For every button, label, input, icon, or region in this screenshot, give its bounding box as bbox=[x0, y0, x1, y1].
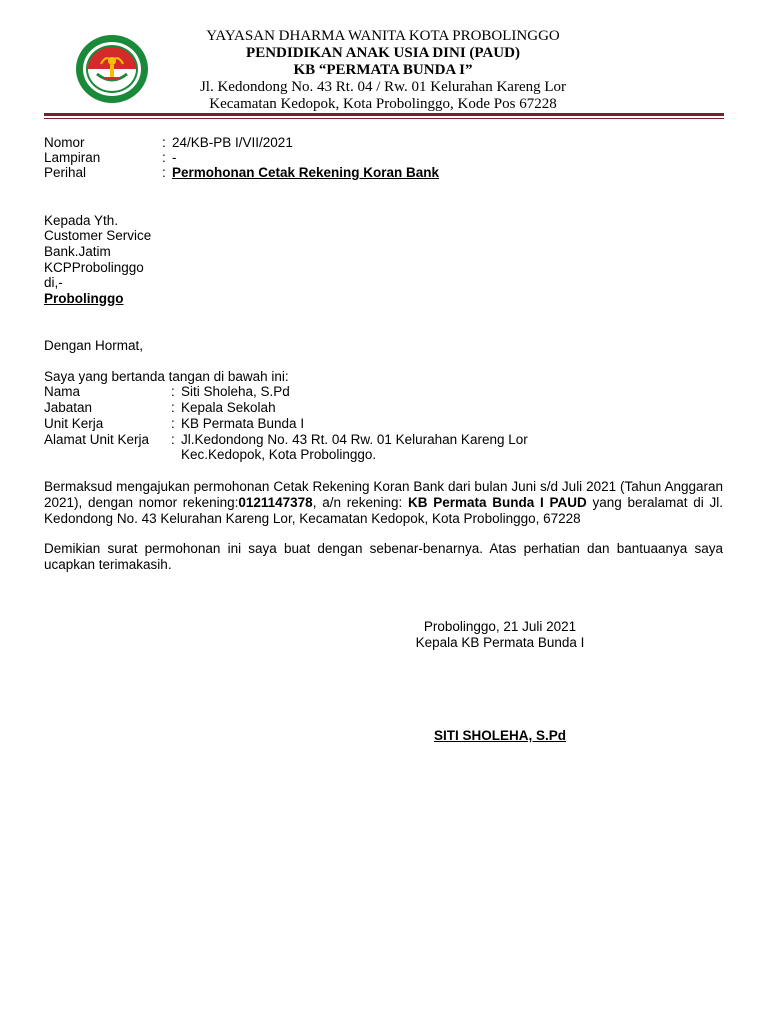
recipient-line-1: Kepada Yth. bbox=[44, 213, 119, 228]
closing-paragraph: Demikian surat permohonan ini saya buat dengan sebenar-benarnya. Atas perhatian dan bantuaanya saya ucapkan terimakasih. bbox=[44, 541, 723, 572]
alamat-value-1: Jl.Kedondong No. 43 Rt. 04 Rw. 01 Kelurahan Kareng Lor bbox=[181, 432, 528, 447]
nomor-colon: : bbox=[162, 135, 166, 150]
account-name: KB Permata Bunda I PAUD bbox=[407, 495, 587, 510]
nama-colon: : bbox=[171, 384, 175, 399]
intro-line: Saya yang bertanda tangan di bawah ini: bbox=[44, 369, 289, 384]
unit-colon: : bbox=[171, 416, 175, 431]
letterhead bbox=[150, 28, 616, 113]
alamat-label: Alamat Unit Kerja bbox=[44, 432, 150, 447]
letterhead-school-name: KB “PERMATA BUNDA I” bbox=[293, 62, 473, 78]
request-paragraph bbox=[44, 479, 723, 527]
recipient-line-3: Bank.Jatim bbox=[44, 244, 111, 259]
letterhead-district: Kecamatan Kedopok, Kota Probolinggo, Kode Pos 67228 bbox=[209, 96, 557, 112]
request-text-c: yang beralamat di Jl. Kedondong No. 43 Kelurahan Kareng Lor, Kecamatan Kedopok, Kota Probolinggo, 67228 bbox=[44, 495, 724, 526]
unit-value: KB Permata Bunda I bbox=[181, 416, 305, 431]
account-number: 0121147378 bbox=[238, 495, 313, 510]
greeting: Dengan Hormat, bbox=[44, 338, 144, 353]
jabatan-colon: : bbox=[171, 400, 175, 415]
lampiran-label: Lampiran bbox=[44, 150, 101, 165]
nomor-value: 24/KB-PB I/VII/2021 bbox=[172, 135, 293, 150]
nama-label: Nama bbox=[44, 384, 81, 399]
signature-place-date: Probolinggo, 21 Juli 2021 bbox=[423, 619, 577, 634]
jabatan-value: Kepala Sekolah bbox=[181, 400, 276, 415]
nomor-label: Nomor bbox=[44, 135, 85, 150]
perihal-colon: : bbox=[162, 165, 166, 180]
letterhead-address: Jl. Kedondong No. 43 Rt. 04 / Rw. 01 Kelurahan Kareng Lor bbox=[199, 79, 567, 95]
jabatan-label: Jabatan bbox=[44, 400, 93, 415]
lampiran-value: - bbox=[172, 150, 177, 165]
alamat-colon: : bbox=[171, 432, 175, 447]
recipient-line-4: KCPProbolinggo bbox=[44, 260, 144, 275]
request-text-a: Bermaksud mengajukan permohonan Cetak Rekening Koran Bank dari bulan Juni s/d Juli 2021 (Tahun Anggaran 2021), dengan nomor rekening: bbox=[44, 479, 723, 510]
unit-label: Unit Kerja bbox=[44, 416, 104, 431]
letterhead-rule-thin bbox=[44, 118, 724, 119]
signature-title: Kepala KB Permata Bunda I bbox=[415, 635, 585, 650]
perihal-label: Perihal bbox=[44, 165, 87, 180]
recipient-line-2: Customer Service bbox=[44, 228, 152, 243]
alamat-value-2: Kec.Kedopok, Kota Probolinggo. bbox=[181, 447, 377, 462]
recipient-city: Probolinggo bbox=[44, 291, 124, 306]
nama-value: Siti Sholeha, S.Pd bbox=[181, 384, 290, 399]
request-text-b: , a/n rekening: bbox=[312, 495, 408, 510]
perihal-value: Permohonan Cetak Rekening Koran Bank bbox=[172, 165, 440, 180]
signature-name: SITI SHOLEHA, S.Pd bbox=[433, 728, 566, 743]
lampiran-colon: : bbox=[162, 150, 166, 165]
recipient-line-5: di,- bbox=[44, 275, 63, 290]
letterhead-rule-thick bbox=[44, 113, 724, 116]
paud-emblem-icon bbox=[75, 34, 149, 104]
letterhead-program: PENDIDIKAN ANAK USIA DINI (PAUD) bbox=[246, 45, 520, 61]
letterhead-foundation: YAYASAN DHARMA WANITA KOTA PROBOLINGGO bbox=[206, 28, 560, 44]
